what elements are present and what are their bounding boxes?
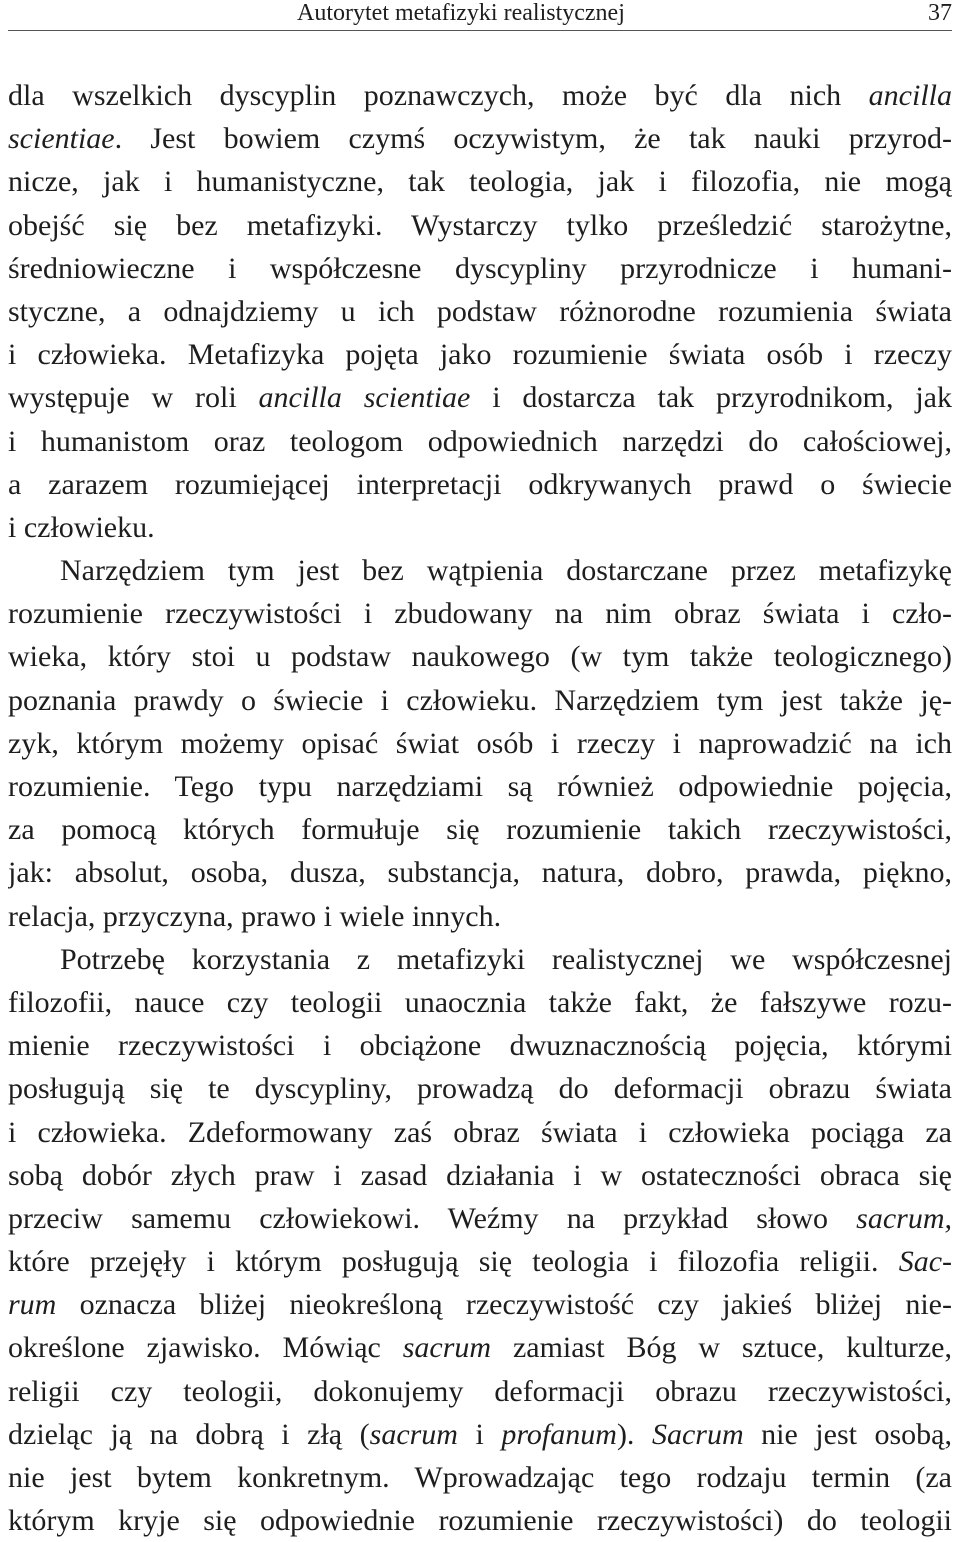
italic-term: Sacrum [651,1417,744,1451]
text-run: Narzędziem tym jest bez wątpienia dostarczane przez metafizykę [60,554,952,588]
page-number: 37 [928,0,952,26]
text-run: i człowieka. Zdeformowany zaś obraz świata i człowieka pociąga za [8,1115,952,1149]
running-header [8,0,952,31]
italic-term: Sac- [898,1245,952,1279]
italic-term: sacrum, [856,1201,952,1235]
text-line [8,117,952,160]
text-run: za pomocą których formułuje się rozumienie takich rzeczywistości, [8,813,952,847]
text-run: oznacza bliżej nieokreśloną rzeczywistość czy jakieś bliżej nie- [56,1288,952,1322]
text-line [8,74,952,117]
running-title: Autorytet metafizyki realistycznej [297,0,625,26]
text-line [8,722,952,765]
text-line [8,247,952,290]
text-line [8,549,952,592]
text-line [8,506,952,549]
text-run: i człowieka. Metafizyka pojęta jako rozumienie świata osób i rzeczy [8,338,952,372]
text-run: zamiast Bóg w sztuce, kulturze, [491,1331,952,1365]
text-run: które przejęły i którym posługują się teologia i filozofia religii. [8,1245,899,1279]
text-line [8,1326,952,1369]
text-run: poznania prawdy o świecie i człowieku. Narzędziem tym jest także ję- [8,683,952,717]
text-run: którym kryje się odpowiednie rozumienie rzeczywistości) do teologii [8,1504,952,1538]
text-run: ). [616,1417,652,1451]
text-run: i człowieku. [8,510,155,544]
text-line [8,592,952,635]
text-line [8,679,952,722]
text-line [8,1024,952,1067]
text-run: Potrzebę korzystania z metafizyki realistycznej we współczesnej [60,942,952,976]
italic-term: ancilla [868,79,952,112]
text-line [8,376,952,419]
text-run: sobą dobór złych praw i zasad działania i w ostateczności obraca się [8,1158,952,1192]
text-line [8,1413,952,1456]
text-run: nicze, jak i humanistyczne, tak teologia, jak i filozofia, nie mogą [8,165,952,199]
text-run: zyk, którym możemy opisać świat osób i rzeczy i naprowadzić na ich [8,726,952,760]
text-line [8,1370,952,1413]
text-run: nie jest bytem konkretnym. Wprowadzając tego rodzaju termin (za [8,1461,952,1494]
italic-term: sacrum [402,1331,492,1365]
text-run: . Jest bowiem czymś oczywistym, że tak nauki przyrod- [114,122,952,156]
text-run: wieka, który stoi u podstaw naukowego (w tym także teologicznego) [8,640,952,674]
text-run: religii czy teologii, dokonujemy deformacji obrazu rzeczywistości, [8,1374,952,1408]
text-run: a zarazem rozumiejącej interpretacji odkrywanych prawd o świecie [8,467,952,501]
text-line [8,1456,952,1499]
text-line [8,981,952,1024]
text-run: dla wszelkich dyscyplin poznawczych, może być dla nich [8,79,869,112]
text-run: rozumienie. Tego typu narzędziami są również odpowiednie pojęcia, [8,770,952,803]
text-run: posługują się te dyscypliny, prowadzą do deformacji obrazu świata [8,1072,952,1106]
text-line [8,765,952,808]
text-run: i [457,1417,502,1451]
text-run: mienie rzeczywistości i obciążone dwuznacznością pojęcia, którymi [8,1029,952,1063]
body-text [8,74,952,1542]
text-run: przeciw samemu człowiekowi. Weźmy na przykład słowo [8,1201,857,1235]
text-line [8,1154,952,1197]
text-line [8,1283,952,1326]
text-line [8,1240,952,1283]
text-line [8,290,952,333]
text-run: i dostarcza tak przyrodnikom, jak [470,381,952,415]
text-line [8,1499,952,1542]
italic-term: rum [8,1288,57,1322]
text-line [8,938,952,981]
text-run: określone zjawisko. Mówiąc [8,1331,403,1365]
italic-term: sacrum [369,1417,458,1451]
text-run: rozumienie rzeczywistości i zbudowany na nim obraz świata i czło- [8,597,952,631]
text-run: jak: absolut, osoba, dusza, substancja, natura, dobro, prawda, piękno, [8,856,952,890]
text-line [8,851,952,894]
text-line [8,1111,952,1154]
text-run: występuje w roli [8,381,259,415]
text-line [8,895,952,938]
text-line [8,463,952,506]
italic-term: ancilla scientiae [258,381,471,415]
text-run: nie jest osobą, [743,1417,952,1451]
text-line [8,204,952,247]
text-run: i humanistom oraz teologom odpowiednich narzędzi do całościowej, [8,424,952,458]
italic-term: scientiae [8,122,115,156]
text-line [8,808,952,851]
text-line [8,420,952,463]
text-run: obejść się bez metafizyki. Wystarczy tylko prześledzić starożytne, [8,208,952,242]
text-line [8,1067,952,1110]
text-run: filozofii, nauce czy teologii unaocznia także fakt, że fałszywe rozu- [8,985,952,1019]
text-run: styczne, a odnajdziemy u ich podstaw różnorodne rozumienia świata [8,294,952,328]
text-line [8,160,952,203]
text-line [8,333,952,376]
text-run: średniowieczne i współczesne dyscypliny przyrodnicze i humani- [8,251,952,285]
text-run: relacja, przyczyna, prawo i wiele innych. [8,899,502,933]
text-line [8,635,952,678]
text-line [8,1197,952,1240]
text-run: dzieląc ją na dobrą i złą ( [8,1417,370,1451]
italic-term: profanum [501,1417,617,1451]
